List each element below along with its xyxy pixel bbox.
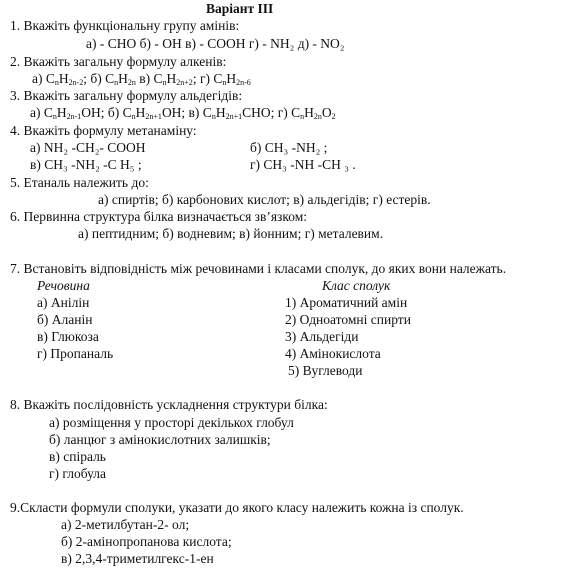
question-9: 9.Скласти формули сполуки, указати до якого класу належить кожна із сполук. — [10, 500, 464, 515]
column-header-substance: Речовина — [37, 278, 90, 293]
question-1-options: а) - СНО б) - ОН в) - СООН г) - NH₂ д) - NO₂ — [86, 36, 345, 51]
question-5-options: а) спиртів; б) карбонових кислот; в) альдегідів; г) естерів. — [98, 192, 431, 207]
question-4-option-b: б) CH₃ -NH₂ ; — [250, 140, 328, 155]
substance-item: а) Анілін — [37, 295, 90, 310]
substance-item: г) Пропаналь — [37, 346, 114, 361]
question-8: 8. Вкажіть послідовність ускладнення структури білка: — [10, 397, 328, 412]
question-4-option-a: а) NH₂ -CH₂- COOH — [30, 140, 146, 155]
question-7: 7. Встановіть відповідність між речовинами і класами сполук, до яких вони належать. — [10, 261, 507, 276]
question-3-options: а) $C_nH_{2n-1}OH$; б) $C_nH_{2n+1}OH$; в) $C_nH_{2n+1}CHO$; г) $C_nH_{2n}O_2$ — [30, 105, 336, 121]
question-2-options: а) $C_nH_{2n-2}$; б) $C_nH_{2n}$ в) $C_nH_{2n+2}$; г) $C_nH_{2n-6}$ — [32, 71, 251, 87]
class-item: 3) Альдегіди — [285, 329, 359, 344]
class-item: 1) Ароматичний амін — [285, 295, 408, 310]
class-item: 2) Одноатомні спирти — [285, 312, 411, 327]
question-5: 5. Етаналь належить до: — [10, 175, 149, 190]
question-3: 3. Вкажіть загальну формулу альдегідів: — [10, 88, 243, 103]
compound-item: б) 2-амінопропанова кислота; — [61, 534, 232, 549]
sequence-item: а) розміщення у просторі декількох глобул — [49, 415, 294, 430]
column-header-class: Клас сполук — [322, 278, 391, 293]
question-2: 2. Вкажіть загальну формулу алкенів: — [10, 54, 227, 69]
substance-item: б) Аланін — [37, 312, 93, 327]
question-1: 1. Вкажіть функціональну групу амінів: — [10, 18, 240, 33]
compound-item: в) 2,3,4-триметилгекс-1-ен — [61, 551, 214, 566]
class-item: 5) Вуглеводи — [288, 363, 363, 378]
page-title: Варіант ІІІ — [206, 1, 274, 16]
class-item: 4) Амінокислота — [285, 346, 381, 361]
substance-item: в) Глюкоза — [37, 329, 99, 344]
sequence-item: б) ланцюг з амінокислотних залишків; — [49, 432, 271, 447]
sequence-item: в) спіраль — [49, 449, 106, 464]
sequence-item: г) глобула — [49, 466, 106, 481]
question-4-option-d: г) CH₃ -NH -CH ₃ . — [250, 157, 356, 172]
compound-item: а) 2-метилбутан-2- ол; — [61, 517, 190, 532]
question-6-options: а) пептидним; б) водневим; в) йонним; г) металевим. — [78, 226, 384, 241]
question-6: 6. Первинна структура білка визначається зв’язком: — [10, 209, 308, 224]
question-4: 4. Вкажіть формулу метанаміну: — [10, 123, 197, 138]
question-4-option-c: в) CH₃ -NH₂ -C H₅ ; — [30, 157, 142, 172]
